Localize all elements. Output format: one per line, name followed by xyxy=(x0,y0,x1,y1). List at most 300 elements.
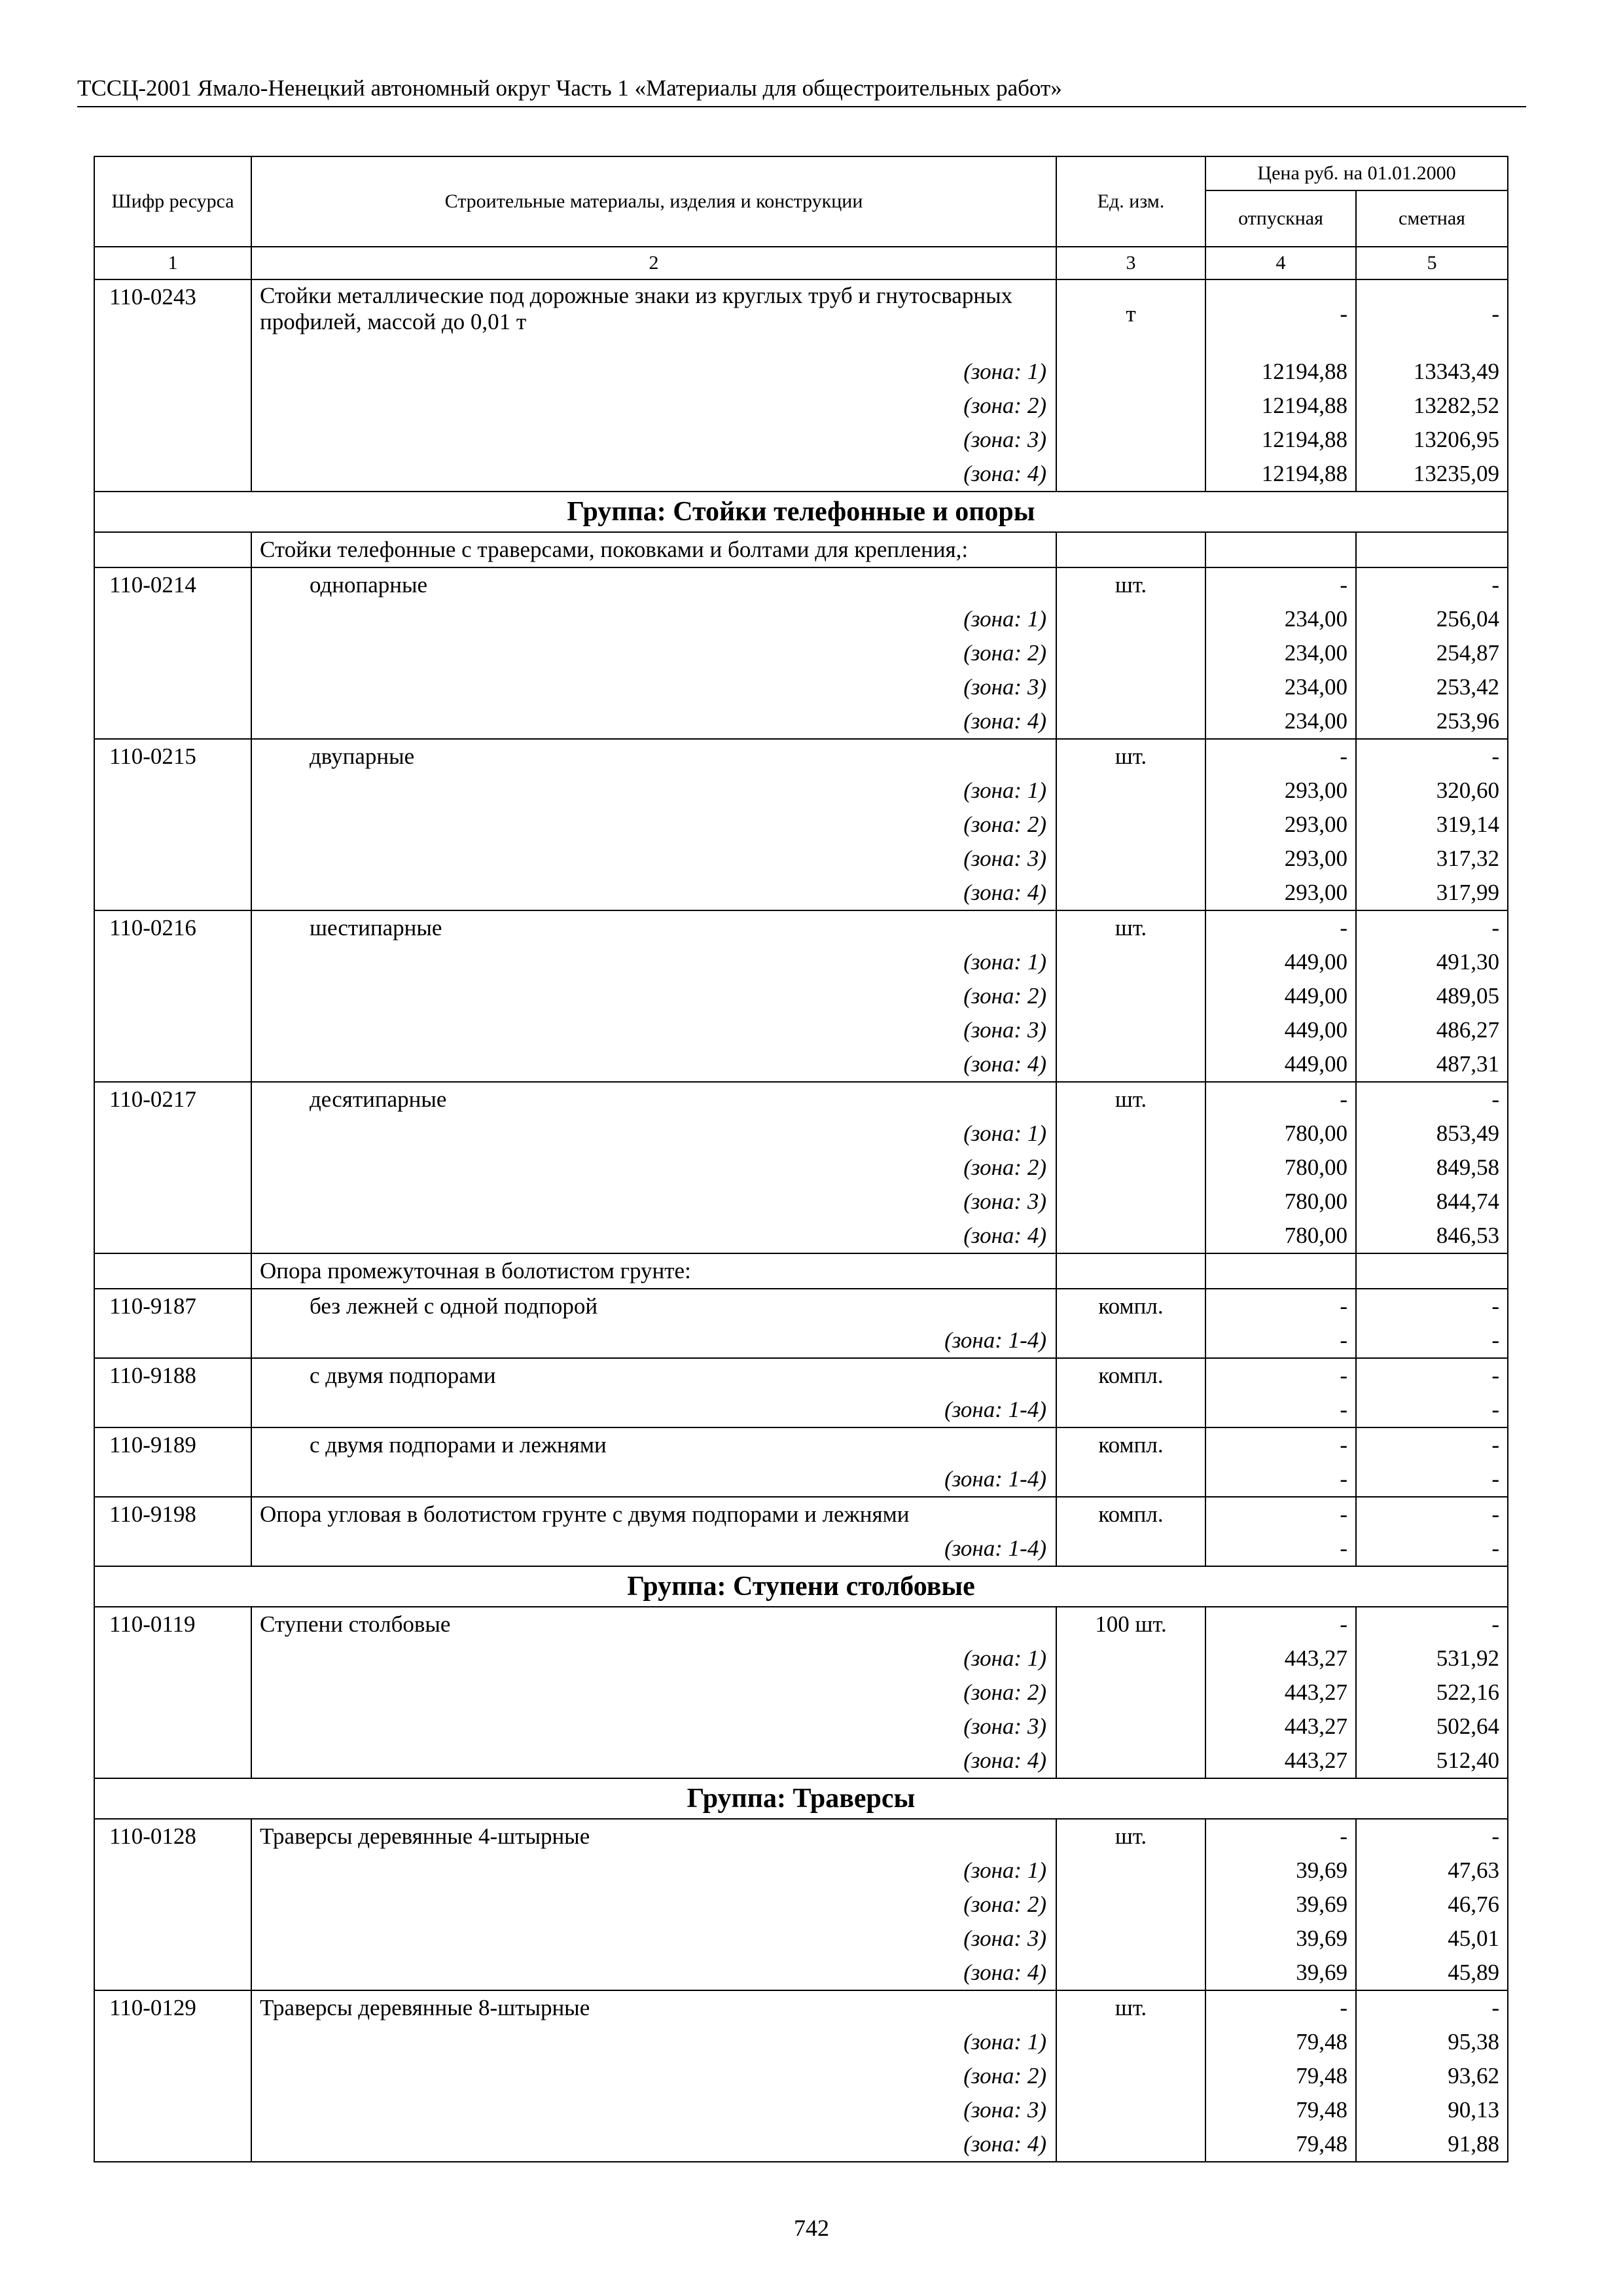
group-title: Группа: Ступени столбовые xyxy=(94,1566,1508,1607)
code-cell xyxy=(94,1013,251,1047)
code-cell xyxy=(94,1888,251,1922)
zone-label: (зона: 1) xyxy=(251,774,1056,808)
estimate-price-cell xyxy=(1356,1253,1508,1289)
unit-cell xyxy=(1056,1117,1205,1151)
unit-cell xyxy=(1056,945,1205,979)
unit-cell: компл. xyxy=(1056,1358,1205,1393)
release-price-cell: 12194,88 xyxy=(1205,423,1356,457)
column-header-code: Шифр ресурса xyxy=(94,156,251,247)
release-price-cell: 79,48 xyxy=(1205,2093,1356,2127)
code-cell xyxy=(94,1641,251,1676)
unit-cell: шт. xyxy=(1056,1819,1205,1854)
zone-row xyxy=(94,1219,1508,1253)
document-header: ТССЦ-2001 Ямало-Ненецкий автономный округ Часть 1 «Материалы для общестроительных работ» xyxy=(77,75,1062,101)
subheader-text: Опора промежуточная в болотистом грунте: xyxy=(251,1253,1056,1289)
code-cell xyxy=(94,670,251,704)
code-cell xyxy=(94,1047,251,1082)
material-name: Траверсы деревянные 4-штырные xyxy=(251,1819,1056,1854)
column-header-name: Строительные материалы, изделия и конструкции xyxy=(251,156,1056,247)
estimate-price-cell: - xyxy=(1356,1990,1508,2025)
table-row xyxy=(94,1497,1508,1532)
release-price-cell: 12194,88 xyxy=(1205,355,1356,389)
zone-row xyxy=(94,1710,1508,1744)
zone-row xyxy=(94,704,1508,739)
code-cell xyxy=(94,1185,251,1219)
estimate-price-cell: 13343,49 xyxy=(1356,355,1508,389)
zone-label: (зона: 3) xyxy=(251,2093,1056,2127)
unit-cell xyxy=(1056,1710,1205,1744)
zone-label: (зона: 1) xyxy=(251,602,1056,636)
estimate-price-cell: - xyxy=(1356,739,1508,774)
resource-code: 110-0119 xyxy=(94,1607,251,1641)
estimate-price-cell xyxy=(1356,532,1508,567)
zone-row xyxy=(94,602,1508,636)
resource-code: 110-9188 xyxy=(94,1358,251,1393)
column-number: 1 xyxy=(94,247,251,279)
estimate-price-cell: 486,27 xyxy=(1356,1013,1508,1047)
unit-cell xyxy=(1056,1323,1205,1358)
unit-cell xyxy=(1056,1151,1205,1185)
subheader-row xyxy=(94,532,1508,567)
zone-label: (зона: 3) xyxy=(251,1922,1056,1956)
material-name: двупарные xyxy=(251,739,1056,774)
estimate-price-cell: - xyxy=(1356,1323,1508,1358)
release-price-cell: - xyxy=(1205,1358,1356,1393)
estimate-price-cell: 47,63 xyxy=(1356,1854,1508,1888)
code-cell xyxy=(94,945,251,979)
estimate-price-cell: - xyxy=(1356,279,1508,355)
zone-row xyxy=(94,1922,1508,1956)
unit-cell xyxy=(1056,1888,1205,1922)
estimate-price-cell: 487,31 xyxy=(1356,1047,1508,1082)
zone-label: (зона: 1-4) xyxy=(251,1393,1056,1427)
release-price-cell: 39,69 xyxy=(1205,1854,1356,1888)
release-price-cell: 449,00 xyxy=(1205,945,1356,979)
zone-row xyxy=(94,2025,1508,2059)
code-cell xyxy=(94,389,251,423)
code-cell xyxy=(94,842,251,876)
table-header xyxy=(94,156,1508,279)
code-cell xyxy=(94,808,251,842)
table-row xyxy=(94,1289,1508,1323)
unit-cell xyxy=(1056,670,1205,704)
code-cell xyxy=(94,1710,251,1744)
unit-cell xyxy=(1056,457,1205,492)
zone-label: (зона: 4) xyxy=(251,1219,1056,1253)
code-cell xyxy=(94,1922,251,1956)
zone-row xyxy=(94,1532,1508,1566)
zone-row xyxy=(94,1323,1508,1358)
table-row xyxy=(94,739,1508,774)
code-cell xyxy=(94,1323,251,1358)
code-cell xyxy=(94,1393,251,1427)
zone-label: (зона: 3) xyxy=(251,1185,1056,1219)
unit-cell xyxy=(1056,1047,1205,1082)
zone-row xyxy=(94,670,1508,704)
release-price-cell: 234,00 xyxy=(1205,704,1356,739)
resource-code: 110-9189 xyxy=(94,1427,251,1462)
release-price-cell: 780,00 xyxy=(1205,1117,1356,1151)
subheader-row xyxy=(94,1253,1508,1289)
estimate-price-cell: 256,04 xyxy=(1356,602,1508,636)
zone-label: (зона: 2) xyxy=(251,979,1056,1013)
unit-cell xyxy=(1056,1253,1205,1289)
unit-cell xyxy=(1056,1185,1205,1219)
code-cell xyxy=(94,457,251,492)
unit-cell: шт. xyxy=(1056,739,1205,774)
material-name: десятипарные xyxy=(251,1082,1056,1117)
zone-row xyxy=(94,2093,1508,2127)
zone-row xyxy=(94,1956,1508,1990)
unit-cell xyxy=(1056,2025,1205,2059)
code-cell xyxy=(94,979,251,1013)
zone-label: (зона: 1) xyxy=(251,2025,1056,2059)
zone-row xyxy=(94,1117,1508,1151)
estimate-price-cell: 512,40 xyxy=(1356,1744,1508,1778)
zone-label: (зона: 3) xyxy=(251,1013,1056,1047)
resource-code: 110-0128 xyxy=(94,1819,251,1854)
zone-label: (зона: 1) xyxy=(251,1641,1056,1676)
release-price-cell: 39,69 xyxy=(1205,1922,1356,1956)
release-price-cell: 234,00 xyxy=(1205,670,1356,704)
material-name: без лежней с одной подпорой xyxy=(251,1289,1056,1323)
estimate-price-cell: 45,89 xyxy=(1356,1956,1508,1990)
column-number: 3 xyxy=(1056,247,1205,279)
resource-code: 110-0215 xyxy=(94,739,251,774)
estimate-price-cell: 844,74 xyxy=(1356,1185,1508,1219)
zone-label: (зона: 1) xyxy=(251,355,1056,389)
estimate-price-cell: 46,76 xyxy=(1356,1888,1508,1922)
unit-cell: шт. xyxy=(1056,910,1205,945)
release-price-cell xyxy=(1205,1253,1356,1289)
estimate-price-cell: 90,13 xyxy=(1356,2093,1508,2127)
estimate-price-cell: 531,92 xyxy=(1356,1641,1508,1676)
resource-code: 110-0214 xyxy=(94,567,251,602)
zone-label: (зона: 2) xyxy=(251,1676,1056,1710)
estimate-price-cell: 317,99 xyxy=(1356,876,1508,910)
estimate-price-cell: - xyxy=(1356,910,1508,945)
column-header-release: отпускная xyxy=(1205,190,1356,247)
zone-label: (зона: 4) xyxy=(251,1956,1056,1990)
zone-label: (зона: 4) xyxy=(251,876,1056,910)
resource-code: 110-0129 xyxy=(94,1990,251,2025)
release-price-cell: 39,69 xyxy=(1205,1956,1356,1990)
code-cell xyxy=(94,1462,251,1497)
code-cell xyxy=(94,1219,251,1253)
code-cell xyxy=(94,1117,251,1151)
estimate-price-cell: 846,53 xyxy=(1356,1219,1508,1253)
unit-cell xyxy=(1056,1854,1205,1888)
release-price-cell: 443,27 xyxy=(1205,1744,1356,1778)
code-cell xyxy=(94,774,251,808)
zone-row xyxy=(94,1854,1508,1888)
estimate-price-cell: - xyxy=(1356,1358,1508,1393)
release-price-cell: 780,00 xyxy=(1205,1219,1356,1253)
zone-row xyxy=(94,457,1508,492)
zone-row xyxy=(94,808,1508,842)
zone-label: (зона: 1-4) xyxy=(251,1532,1056,1566)
zone-label: (зона: 1-4) xyxy=(251,1462,1056,1497)
unit-cell xyxy=(1056,2127,1205,2162)
zone-row xyxy=(94,2127,1508,2162)
group-row xyxy=(94,492,1508,532)
zone-label: (зона: 1) xyxy=(251,1854,1056,1888)
code-cell xyxy=(94,1854,251,1888)
estimate-price-cell: - xyxy=(1356,1393,1508,1427)
material-name: Стойки металлические под дорожные знаки из круглых труб и гнутосварных профилей, массой до 0,01 т xyxy=(251,279,1056,355)
release-price-cell: 234,00 xyxy=(1205,636,1356,670)
release-price-cell: - xyxy=(1205,910,1356,945)
unit-cell: компл. xyxy=(1056,1427,1205,1462)
zone-row xyxy=(94,1676,1508,1710)
zone-row xyxy=(94,2059,1508,2093)
unit-cell xyxy=(1056,1744,1205,1778)
release-price-cell xyxy=(1205,532,1356,567)
material-name: Опора угловая в болотистом грунте с двумя подпорами и лежнями xyxy=(251,1497,1056,1532)
material-name: с двумя подпорами xyxy=(251,1358,1056,1393)
unit-cell xyxy=(1056,355,1205,389)
group-row xyxy=(94,1778,1508,1819)
release-price-cell: 449,00 xyxy=(1205,979,1356,1013)
unit-cell xyxy=(1056,2093,1205,2127)
table-row xyxy=(94,1427,1508,1462)
zone-row xyxy=(94,774,1508,808)
zone-row xyxy=(94,1744,1508,1778)
group-title: Группа: Траверсы xyxy=(94,1778,1508,1819)
resource-code: 110-0243 xyxy=(94,279,251,355)
code-cell xyxy=(94,355,251,389)
table-row xyxy=(94,910,1508,945)
resource-code: 110-9198 xyxy=(94,1497,251,1532)
estimate-price-cell: - xyxy=(1356,1819,1508,1854)
code-cell xyxy=(94,2093,251,2127)
unit-cell xyxy=(1056,1462,1205,1497)
unit-cell xyxy=(1056,602,1205,636)
unit-cell xyxy=(1056,532,1205,567)
estimate-price-cell: 13282,52 xyxy=(1356,389,1508,423)
release-price-cell: - xyxy=(1205,739,1356,774)
table-body xyxy=(94,279,1508,2162)
zone-label: (зона: 2) xyxy=(251,1888,1056,1922)
price-table xyxy=(94,156,1508,2162)
release-price-cell: - xyxy=(1205,1497,1356,1532)
material-name: Ступени столбовые xyxy=(251,1607,1056,1641)
release-price-cell: - xyxy=(1205,1082,1356,1117)
zone-label: (зона: 1-4) xyxy=(251,1323,1056,1358)
unit-cell xyxy=(1056,979,1205,1013)
unit-cell xyxy=(1056,1641,1205,1676)
estimate-price-cell: 13235,09 xyxy=(1356,457,1508,492)
resource-code: 110-0217 xyxy=(94,1082,251,1117)
estimate-price-cell: 253,96 xyxy=(1356,704,1508,739)
unit-cell xyxy=(1056,1676,1205,1710)
release-price-cell: 293,00 xyxy=(1205,876,1356,910)
zone-label: (зона: 3) xyxy=(251,670,1056,704)
zone-row xyxy=(94,945,1508,979)
material-name: с двумя подпорами и лежнями xyxy=(251,1427,1056,1462)
estimate-price-cell: 502,64 xyxy=(1356,1710,1508,1744)
release-price-cell: 12194,88 xyxy=(1205,457,1356,492)
release-price-cell: - xyxy=(1205,1393,1356,1427)
unit-cell xyxy=(1056,1532,1205,1566)
release-price-cell: 79,48 xyxy=(1205,2025,1356,2059)
code-cell xyxy=(94,2059,251,2093)
unit-cell xyxy=(1056,1393,1205,1427)
unit-cell xyxy=(1056,704,1205,739)
table-row xyxy=(94,567,1508,602)
release-price-cell: - xyxy=(1205,1289,1356,1323)
unit-cell: т xyxy=(1056,279,1205,355)
release-price-cell: 449,00 xyxy=(1205,1013,1356,1047)
unit-cell: 100 шт. xyxy=(1056,1607,1205,1641)
zone-label: (зона: 2) xyxy=(251,808,1056,842)
unit-cell xyxy=(1056,423,1205,457)
code-cell xyxy=(94,423,251,457)
zone-row xyxy=(94,1888,1508,1922)
estimate-price-cell: - xyxy=(1356,1427,1508,1462)
zone-row xyxy=(94,1185,1508,1219)
release-price-cell: - xyxy=(1205,567,1356,602)
release-price-cell: - xyxy=(1205,1532,1356,1566)
release-price-cell: 449,00 xyxy=(1205,1047,1356,1082)
estimate-price-cell: 317,32 xyxy=(1356,842,1508,876)
release-price-cell: 12194,88 xyxy=(1205,389,1356,423)
column-number: 2 xyxy=(251,247,1056,279)
table-row xyxy=(94,279,1508,355)
estimate-price-cell: - xyxy=(1356,1607,1508,1641)
code-cell xyxy=(94,1253,251,1289)
zone-row xyxy=(94,1013,1508,1047)
unit-cell: шт. xyxy=(1056,1082,1205,1117)
zone-row xyxy=(94,423,1508,457)
estimate-price-cell: - xyxy=(1356,567,1508,602)
code-cell xyxy=(94,1956,251,1990)
column-header-price: Цена руб. на 01.01.2000 xyxy=(1205,156,1508,190)
table-row xyxy=(94,1819,1508,1854)
unit-cell: компл. xyxy=(1056,1497,1205,1532)
unit-cell xyxy=(1056,389,1205,423)
table-row xyxy=(94,1082,1508,1117)
release-price-cell: - xyxy=(1205,1427,1356,1462)
zone-label: (зона: 4) xyxy=(251,2127,1056,2162)
column-header-unit: Ед. изм. xyxy=(1056,156,1205,247)
release-price-cell: 443,27 xyxy=(1205,1676,1356,1710)
material-name: шестипарные xyxy=(251,910,1056,945)
estimate-price-cell: 95,38 xyxy=(1356,2025,1508,2059)
release-price-cell: 780,00 xyxy=(1205,1185,1356,1219)
estimate-price-cell: 254,87 xyxy=(1356,636,1508,670)
group-title: Группа: Стойки телефонные и опоры xyxy=(94,492,1508,532)
zone-label: (зона: 2) xyxy=(251,2059,1056,2093)
code-cell xyxy=(94,602,251,636)
code-cell xyxy=(94,704,251,739)
estimate-price-cell: 319,14 xyxy=(1356,808,1508,842)
estimate-price-cell: - xyxy=(1356,1462,1508,1497)
release-price-cell: - xyxy=(1205,1607,1356,1641)
estimate-price-cell: 853,49 xyxy=(1356,1117,1508,1151)
release-price-cell: 780,00 xyxy=(1205,1151,1356,1185)
release-price-cell: 234,00 xyxy=(1205,602,1356,636)
release-price-cell: - xyxy=(1205,1323,1356,1358)
column-number: 5 xyxy=(1356,247,1508,279)
estimate-price-cell: 522,16 xyxy=(1356,1676,1508,1710)
column-number: 4 xyxy=(1205,247,1356,279)
unit-cell xyxy=(1056,2059,1205,2093)
zone-label: (зона: 2) xyxy=(251,636,1056,670)
estimate-price-cell: - xyxy=(1356,1082,1508,1117)
zone-label: (зона: 4) xyxy=(251,457,1056,492)
release-price-cell: 443,27 xyxy=(1205,1710,1356,1744)
code-cell xyxy=(94,2025,251,2059)
code-cell xyxy=(94,1532,251,1566)
unit-cell xyxy=(1056,1922,1205,1956)
unit-cell xyxy=(1056,1956,1205,1990)
code-cell xyxy=(94,1676,251,1710)
table-row xyxy=(94,1358,1508,1393)
code-cell xyxy=(94,2127,251,2162)
estimate-price-cell: - xyxy=(1356,1497,1508,1532)
group-row xyxy=(94,1566,1508,1607)
zone-row xyxy=(94,842,1508,876)
subheader-text: Стойки телефонные с траверсами, поковками и болтами для крепления,: xyxy=(251,532,1056,567)
material-name: Траверсы деревянные 8-штырные xyxy=(251,1990,1056,2025)
table-row xyxy=(94,1990,1508,2025)
zone-row xyxy=(94,1151,1508,1185)
estimate-price-cell: 320,60 xyxy=(1356,774,1508,808)
page-number: 742 xyxy=(794,2215,829,2241)
code-cell xyxy=(94,532,251,567)
release-price-cell: 39,69 xyxy=(1205,1888,1356,1922)
resource-code: 110-0216 xyxy=(94,910,251,945)
code-cell xyxy=(94,1151,251,1185)
zone-label: (зона: 1) xyxy=(251,945,1056,979)
zone-row xyxy=(94,636,1508,670)
code-cell xyxy=(94,876,251,910)
estimate-price-cell: - xyxy=(1356,1532,1508,1566)
table-row xyxy=(94,1607,1508,1641)
release-price-cell: - xyxy=(1205,1462,1356,1497)
estimate-price-cell: 849,58 xyxy=(1356,1151,1508,1185)
zone-row xyxy=(94,1393,1508,1427)
release-price-cell: 79,48 xyxy=(1205,2127,1356,2162)
estimate-price-cell: 13206,95 xyxy=(1356,423,1508,457)
zone-label: (зона: 2) xyxy=(251,389,1056,423)
release-price-cell: - xyxy=(1205,1819,1356,1854)
zone-label: (зона: 2) xyxy=(251,1151,1056,1185)
estimate-price-cell: 489,05 xyxy=(1356,979,1508,1013)
unit-cell xyxy=(1056,876,1205,910)
zone-row xyxy=(94,1641,1508,1676)
estimate-price-cell: 91,88 xyxy=(1356,2127,1508,2162)
zone-row xyxy=(94,1462,1508,1497)
release-price-cell: 293,00 xyxy=(1205,774,1356,808)
zone-row xyxy=(94,1047,1508,1082)
unit-cell xyxy=(1056,1219,1205,1253)
header-rule xyxy=(77,106,1526,107)
unit-cell xyxy=(1056,636,1205,670)
zone-row xyxy=(94,355,1508,389)
code-cell xyxy=(94,636,251,670)
release-price-cell: 293,00 xyxy=(1205,842,1356,876)
release-price-cell: 79,48 xyxy=(1205,2059,1356,2093)
unit-cell xyxy=(1056,1013,1205,1047)
unit-cell: компл. xyxy=(1056,1289,1205,1323)
release-price-cell: - xyxy=(1205,279,1356,355)
code-cell xyxy=(94,1744,251,1778)
estimate-price-cell: 491,30 xyxy=(1356,945,1508,979)
unit-cell: шт. xyxy=(1056,567,1205,602)
estimate-price-cell: - xyxy=(1356,1289,1508,1323)
